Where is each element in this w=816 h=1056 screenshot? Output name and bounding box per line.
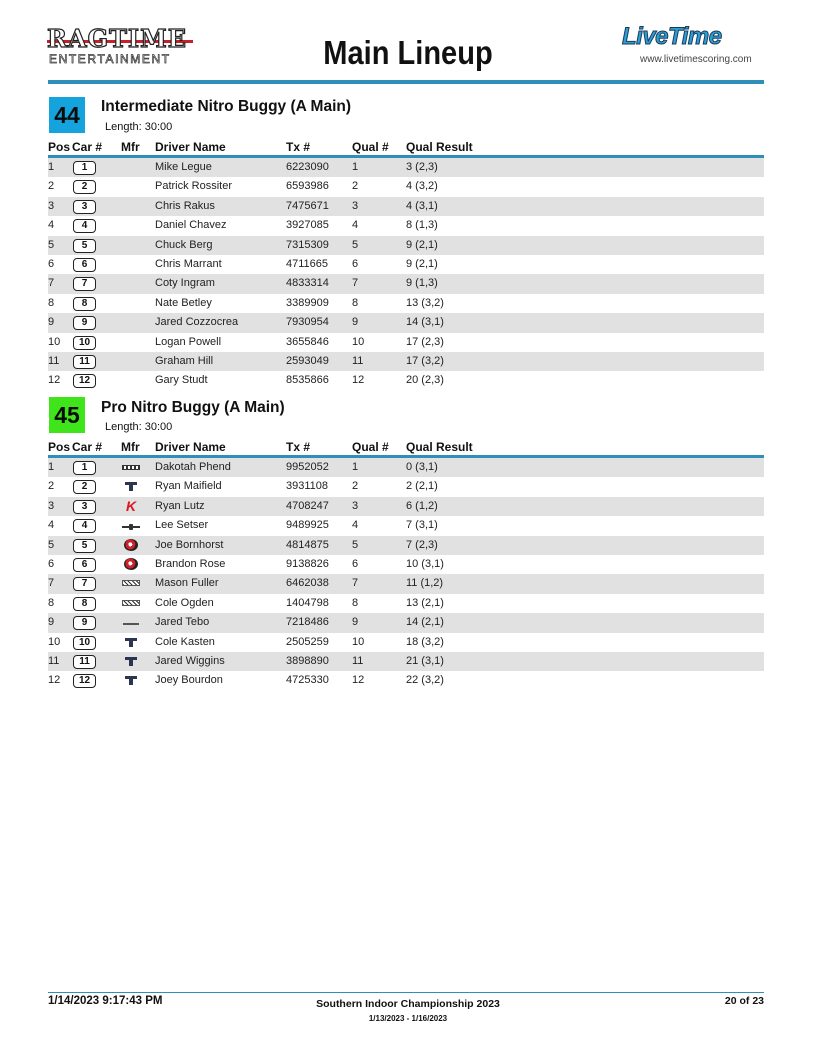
qual-result-cell: 20 (2,3): [406, 374, 444, 387]
col-tx: Tx #: [286, 440, 311, 454]
driver-name-cell: Cole Kasten: [155, 635, 215, 648]
table-row: [48, 633, 764, 652]
car-number-badge: 1: [73, 461, 96, 475]
driver-name-cell: Ryan Lutz: [155, 499, 205, 512]
manufacturer-cell: [121, 613, 141, 632]
qual-result-cell: 7 (2,3): [406, 538, 438, 551]
car-number-badge: 7: [73, 277, 96, 291]
driver-name-cell: Chuck Berg: [155, 238, 213, 251]
transponder-cell: 7315309: [286, 238, 329, 251]
qual-position-cell: 12: [352, 374, 365, 387]
livetime-wordmark: LiveTime: [622, 23, 722, 50]
driver-name-cell: Jared Tebo: [155, 616, 210, 629]
transponder-cell: 3655846: [286, 335, 329, 348]
qual-position-cell: 8: [352, 596, 359, 609]
pos-cell: 9: [48, 616, 55, 629]
qual-result-cell: 9 (2,1): [406, 238, 438, 251]
driver-name-cell: Logan Powell: [155, 335, 222, 348]
manufacturer-cell: [121, 477, 141, 498]
table-row: [48, 652, 764, 671]
manufacturer-cell: [121, 458, 141, 477]
pos-cell: 4: [48, 519, 55, 532]
transponder-cell: 2593049: [286, 354, 329, 367]
manufacturer-logo-icon: [125, 675, 137, 685]
qual-result-cell: 22 (3,2): [406, 674, 444, 687]
qual-position-cell: 7: [352, 577, 359, 590]
table-row: [48, 516, 764, 535]
driver-name-cell: Coty Ingram: [155, 277, 215, 290]
car-number-badge: 5: [73, 239, 96, 253]
transponder-cell: 3931108: [286, 480, 329, 493]
col-mfr: Mfr: [121, 140, 140, 154]
qual-position-cell: 1: [352, 161, 359, 173]
pos-cell: 12: [48, 674, 61, 687]
qual-result-cell: 17 (3,2): [406, 354, 444, 367]
pos-cell: 8: [48, 596, 55, 609]
qual-result-cell: 8 (1,3): [406, 219, 438, 232]
table-header: [48, 139, 764, 155]
qual-result-cell: 4 (3,2): [406, 180, 438, 193]
driver-name-cell: Jared Cozzocrea: [155, 316, 239, 329]
car-number-badge: 2: [73, 480, 96, 494]
transponder-cell: 6462038: [286, 577, 329, 590]
driver-name-cell: Ryan Maifield: [155, 480, 222, 493]
car-number-badge: 3: [73, 200, 96, 214]
qual-position-cell: 3: [352, 199, 359, 212]
race-number-badge: 45: [49, 397, 85, 433]
car-number-badge: 7: [73, 577, 96, 591]
driver-name-cell: Brandon Rose: [155, 557, 226, 570]
manufacturer-logo-icon: [122, 580, 140, 586]
pos-cell: 7: [48, 277, 55, 290]
transponder-cell: 1404798: [286, 596, 329, 609]
qual-result-cell: 4 (3,1): [406, 199, 438, 212]
col-qual: Qual #: [352, 140, 389, 154]
driver-name-cell: Cole Ogden: [155, 596, 214, 609]
transponder-cell: 8535866: [286, 374, 329, 387]
manufacturer-cell: [121, 671, 141, 692]
manufacturer-logo-icon: [125, 637, 137, 647]
pos-cell: 9: [48, 316, 55, 329]
manufacturer-logo-icon: [123, 623, 139, 625]
pos-cell: 10: [48, 335, 61, 348]
race-number-badge: 44: [49, 97, 85, 133]
qual-result-cell: 2 (2,1): [406, 480, 438, 493]
qual-position-cell: 4: [352, 219, 359, 232]
table-header: [48, 439, 764, 455]
page-title: Main Lineup: [323, 34, 493, 71]
car-number-badge: 11: [73, 655, 96, 669]
car-number-badge: 5: [73, 539, 96, 553]
printed-timestamp: 1/14/2023 9:17:43 PM: [48, 995, 163, 1007]
driver-name-cell: Joey Bourdon: [155, 674, 223, 687]
qual-result-cell: 14 (3,1): [406, 316, 444, 329]
pos-cell: 6: [48, 257, 55, 270]
driver-name-cell: Mike Legue: [155, 161, 212, 173]
manufacturer-cell: [121, 652, 141, 673]
qual-position-cell: 3: [352, 499, 359, 512]
driver-name-cell: Lee Setser: [155, 519, 209, 532]
manufacturer-logo-icon: [122, 526, 140, 528]
race-length-value: 30:00: [144, 121, 173, 133]
car-number-badge: 10: [73, 336, 96, 350]
transponder-cell: 7218486: [286, 616, 329, 629]
transponder-cell: 4725330: [286, 674, 329, 687]
pos-cell: 5: [48, 238, 55, 251]
pos-cell: 12: [48, 374, 61, 387]
driver-name-cell: Joe Bornhorst: [155, 538, 224, 551]
logo-line-2: ENTERTAINMENT: [49, 52, 171, 66]
car-number-badge: 3: [73, 500, 96, 514]
pos-cell: 2: [48, 480, 55, 493]
transponder-cell: 6223090: [286, 161, 329, 173]
page-number: 20 of 23: [724, 995, 764, 1007]
qual-position-cell: 10: [352, 635, 365, 648]
qual-result-cell: 9 (2,1): [406, 257, 438, 270]
col-result: Qual Result: [406, 440, 473, 454]
header-divider: [48, 80, 764, 84]
transponder-cell: 4711665: [286, 257, 329, 270]
race-length: [105, 420, 172, 434]
col-car: Car #: [72, 140, 103, 154]
qual-position-cell: 2: [352, 180, 359, 193]
col-result: Qual Result: [406, 140, 473, 154]
race-length-label: Length:: [105, 421, 142, 433]
qual-position-cell: 6: [352, 557, 359, 570]
qual-result-cell: 9 (1,3): [406, 277, 438, 290]
race-name: Intermediate Nitro Buggy (A Main): [101, 98, 352, 115]
qual-position-cell: 1: [352, 461, 359, 473]
col-pos: Pos: [48, 140, 71, 154]
pos-cell: 5: [48, 538, 55, 551]
qual-result-cell: 0 (3,1): [406, 461, 438, 473]
car-number-badge: 2: [73, 180, 96, 194]
qual-result-cell: 3 (2,3): [406, 161, 438, 173]
qual-result-cell: 21 (3,1): [406, 654, 444, 667]
pos-cell: 4: [48, 219, 55, 232]
driver-name-cell: Mason Fuller: [155, 577, 219, 590]
driver-name-cell: Daniel Chavez: [155, 219, 227, 232]
table-row: [48, 458, 764, 477]
transponder-cell: 7475671: [286, 199, 329, 212]
transponder-cell: 9489925: [286, 519, 329, 532]
col-mfr: Mfr: [121, 440, 140, 454]
race-name: Pro Nitro Buggy (A Main): [101, 399, 285, 416]
pos-cell: 2: [48, 180, 55, 193]
table-row: [48, 371, 764, 390]
page-header: [0, 0, 816, 90]
col-pos: Pos: [48, 440, 71, 454]
qual-position-cell: 5: [352, 238, 359, 251]
pos-cell: 3: [48, 499, 55, 512]
manufacturer-cell: [121, 516, 141, 535]
driver-name-cell: Jared Wiggins: [155, 654, 225, 667]
table-row: [48, 574, 764, 593]
qual-position-cell: 4: [352, 519, 359, 532]
transponder-cell: 4708247: [286, 499, 329, 512]
pos-cell: 10: [48, 635, 61, 648]
transponder-cell: 9138826: [286, 557, 329, 570]
col-driver: Driver Name: [155, 440, 226, 454]
table-row: [48, 613, 764, 632]
driver-name-cell: Chris Marrant: [155, 257, 222, 270]
qual-position-cell: 6: [352, 257, 359, 270]
table-row: [48, 671, 764, 690]
qual-result-cell: 10 (3,1): [406, 557, 444, 570]
race-length-label: Length:: [105, 121, 142, 133]
qual-result-cell: 6 (1,2): [406, 499, 438, 512]
car-number-badge: 8: [73, 597, 96, 611]
qual-position-cell: 7: [352, 277, 359, 290]
event-dates: 1/13/2023 - 1/16/2023: [368, 1014, 448, 1023]
table-row: [48, 333, 764, 352]
table-row: [48, 274, 764, 293]
qual-position-cell: 12: [352, 674, 365, 687]
table-row: [48, 197, 764, 216]
qual-position-cell: 9: [352, 316, 359, 329]
table-row: [48, 216, 764, 235]
livetime-logo: [622, 24, 764, 68]
driver-name-cell: Dakotah Phend: [155, 461, 231, 473]
qual-result-cell: 13 (2,1): [406, 596, 444, 609]
col-tx: Tx #: [286, 140, 311, 154]
manufacturer-logo-icon: [122, 465, 140, 470]
transponder-cell: 4814875: [286, 538, 329, 551]
manufacturer-logo-icon: [124, 558, 138, 570]
table-row: [48, 177, 764, 196]
manufacturer-logo-icon: [125, 481, 137, 491]
qual-result-cell: 11 (1,2): [406, 577, 444, 590]
footer-divider: [48, 992, 764, 993]
pos-cell: 11: [48, 354, 60, 367]
transponder-cell: 3898890: [286, 654, 329, 667]
logo-line-1: RAGTIME: [47, 24, 188, 53]
manufacturer-cell: [121, 497, 141, 518]
col-qual: Qual #: [352, 440, 389, 454]
pos-cell: 3: [48, 199, 55, 212]
pos-cell: 6: [48, 557, 55, 570]
manufacturer-cell: [121, 633, 141, 654]
car-number-badge: 9: [73, 616, 96, 630]
car-number-badge: 9: [73, 316, 96, 330]
transponder-cell: 6593986: [286, 180, 329, 193]
manufacturer-logo-icon: K: [125, 497, 137, 514]
qual-position-cell: 10: [352, 335, 365, 348]
car-number-badge: 12: [73, 374, 96, 388]
manufacturer-logo-icon: [125, 656, 137, 666]
manufacturer-cell: [121, 594, 141, 613]
qual-result-cell: 7 (3,1): [406, 519, 438, 532]
qual-result-cell: 13 (3,2): [406, 296, 444, 309]
driver-name-cell: Patrick Rossiter: [155, 180, 233, 193]
table-row: [48, 497, 764, 516]
car-number-badge: 11: [73, 355, 96, 369]
table-row: [48, 477, 764, 496]
qual-result-cell: 17 (2,3): [406, 335, 444, 348]
table-row: [48, 294, 764, 313]
table-row: [48, 255, 764, 274]
livetime-url: www.livetimescoring.com: [640, 54, 752, 65]
table-row: [48, 158, 764, 177]
car-number-badge: 4: [73, 519, 96, 533]
col-car: Car #: [72, 440, 103, 454]
car-number-badge: 10: [73, 636, 96, 650]
col-driver: Driver Name: [155, 140, 226, 154]
pos-cell: 8: [48, 296, 55, 309]
qual-position-cell: 11: [352, 354, 364, 367]
driver-name-cell: Chris Rakus: [155, 199, 215, 212]
transponder-cell: 4833314: [286, 277, 329, 290]
pos-cell: 1: [48, 161, 55, 173]
pos-cell: 7: [48, 577, 55, 590]
car-number-badge: 6: [73, 258, 96, 272]
lineup-table: [48, 458, 764, 691]
lineup-table: [48, 158, 764, 391]
qual-position-cell: 11: [352, 654, 364, 667]
car-number-badge: 1: [73, 161, 96, 175]
manufacturer-logo-icon: [122, 600, 140, 606]
event-name: Southern Indoor Championship 2023: [316, 998, 500, 1010]
manufacturer-logo-icon: [124, 539, 138, 551]
table-row: [48, 555, 764, 574]
transponder-cell: 9952052: [286, 461, 329, 473]
car-number-badge: 4: [73, 219, 96, 233]
table-row: [48, 313, 764, 332]
race-length: [105, 120, 172, 134]
car-number-badge: 8: [73, 297, 96, 311]
driver-name-cell: Graham Hill: [155, 354, 214, 367]
table-row: [48, 536, 764, 555]
table-row: [48, 594, 764, 613]
car-number-badge: 6: [73, 558, 96, 572]
qual-position-cell: 2: [352, 480, 359, 493]
transponder-cell: 3389909: [286, 296, 329, 309]
qual-position-cell: 5: [352, 538, 359, 551]
qual-position-cell: 9: [352, 616, 359, 629]
car-number-badge: 12: [73, 674, 96, 688]
driver-name-cell: Gary Studt: [155, 374, 208, 387]
qual-result-cell: 14 (2,1): [406, 616, 444, 629]
pos-cell: 1: [48, 461, 55, 473]
driver-name-cell: Nate Betley: [155, 296, 212, 309]
race-length-value: 30:00: [144, 421, 173, 433]
manufacturer-cell: [121, 574, 141, 593]
transponder-cell: 3927085: [286, 219, 329, 232]
table-row: [48, 352, 764, 371]
qual-result-cell: 18 (3,2): [406, 635, 444, 648]
transponder-cell: 7930954: [286, 316, 329, 329]
table-row: [48, 236, 764, 255]
pos-cell: 11: [48, 654, 60, 667]
transponder-cell: 2505259: [286, 635, 329, 648]
qual-position-cell: 8: [352, 296, 359, 309]
